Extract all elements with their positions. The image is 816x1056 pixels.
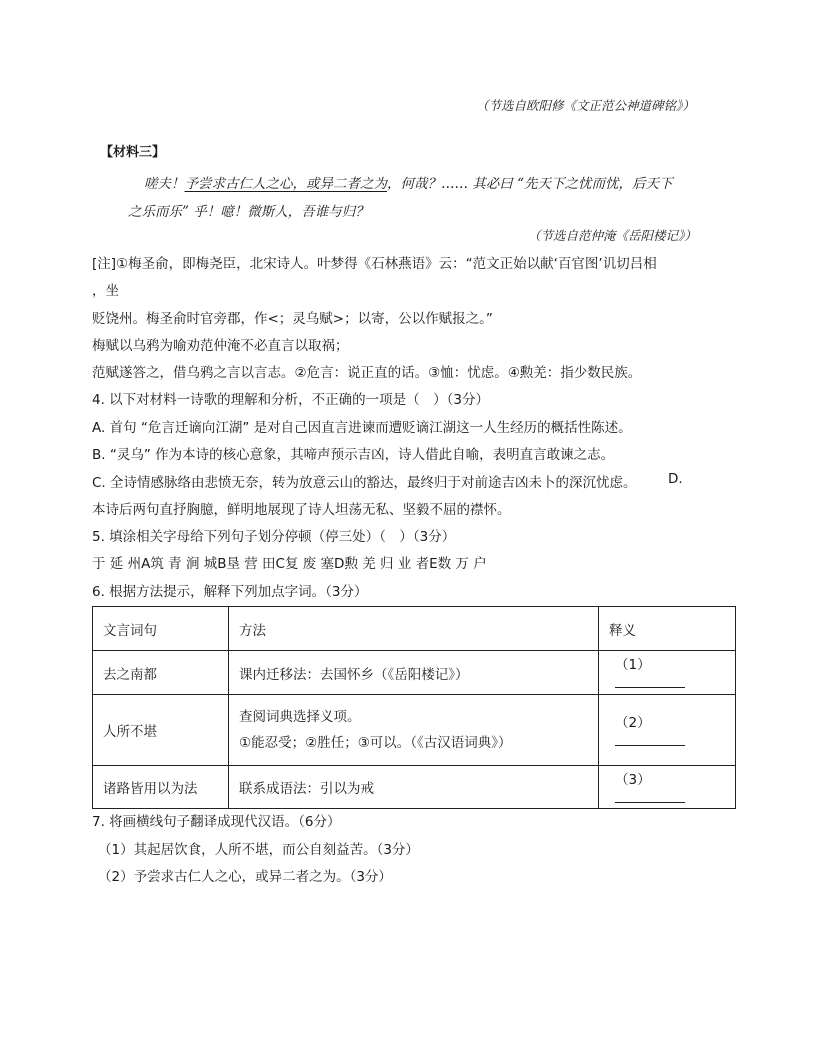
- q6-row3-answer-cell: [599, 766, 736, 809]
- q6-row2-method-detail: ①能忍受；②胜任；③可以。（《古汉语词典》）: [239, 735, 512, 751]
- material3-line1: [144, 172, 672, 192]
- material2-source: （节选自欧阳修《文正范公神道碑铭》）: [476, 98, 695, 113]
- material3-heading: 【材料三】: [100, 145, 166, 160]
- q7-sentence-2: （2）予尝求古仁人之心，或异二者之为。（3分）: [98, 869, 392, 885]
- note-line-2: ，坐: [92, 283, 119, 299]
- q6-row3-phrase: 诸路皆用以为法: [93, 766, 229, 809]
- q6-row3-answer-label: （3）: [615, 771, 651, 788]
- q5-stem: 5. 填涂相关字母给下列句子划分停顿（停三处）（ ）（3分）: [92, 529, 456, 545]
- q6-row2-phrase: 人所不堪: [93, 695, 229, 766]
- q6-row2-method-cell: [229, 695, 599, 766]
- q6-table: [92, 606, 736, 809]
- q6-row1-answer-blank[interactable]: [615, 673, 685, 688]
- q6-row3-answer-blank[interactable]: [615, 788, 685, 803]
- q4-option-a: A. 首句 “危言迁谪向江湖” 是对自己因直言进谏而遭贬谪江湖这一人生经历的概括性陈述。: [92, 420, 632, 436]
- material3-line1-pre: 嗟夫！: [144, 176, 185, 192]
- q4-option-d-label: D.: [668, 471, 683, 487]
- note-line-1: [注]①梅圣俞，即梅尧臣，北宋诗人。叶梦得《石林燕语》云：“范文正始以献‘百官图’讥切吕相: [92, 256, 657, 272]
- q6-stem: 6. 根据方法提示，解释下列加点字词。（3分）: [92, 584, 368, 600]
- material3-line1-post: ，何哉？…… 其必曰 “先天下之忧而忧，后天下: [387, 176, 673, 192]
- q4-stem: 4. 以下对材料一诗歌的理解和分析，不正确的一项是（ ）（3分）: [92, 392, 490, 408]
- q6-header-phrase: 文言词句: [93, 607, 229, 651]
- q6-row2-answer-label: （2）: [615, 714, 651, 731]
- q6-header-method: 方法: [229, 607, 599, 651]
- material3-source: （节选自范仲淹《岳阳楼记》）: [528, 228, 697, 243]
- q6-row3-method: 联系成语法：引以为戒: [229, 766, 599, 809]
- q6-row1-method: 课内迁移法：去国怀乡（《岳阳楼记》）: [229, 651, 599, 695]
- material3-line2: 之乐而乐” 乎！噫！微斯人，吾谁与归？: [128, 204, 369, 220]
- note-line-5: 范赋遂答之，借乌鸦之言以言志。②危言：说正直的话。③恤：忧虑。④勲羌：指少数民族。: [92, 365, 642, 381]
- q6-row2-method: 查阅词典选择义项。: [239, 709, 361, 725]
- q6-row1-answer-cell: [599, 651, 736, 695]
- q6-row2-answer-blank[interactable]: [615, 731, 685, 746]
- q5-text: 于 延 州A筑 青 涧 城B垦 营 田C复 废 塞D勲 羌 归 业 者E数 万 户: [92, 556, 487, 572]
- note-line-4: 梅赋以乌鸦为喻劝范仲淹不必直言以取祸；: [92, 338, 349, 354]
- q6-row1-phrase: 去之南都: [93, 651, 229, 695]
- table-row: [93, 695, 736, 766]
- table-row: [93, 766, 736, 809]
- q4-option-d: 本诗后两句直抒胸臆，鲜明地展现了诗人坦荡无私、坚毅不屈的襟怀。: [92, 502, 511, 518]
- note-line-3: 贬饶州。梅圣俞时官旁郡，作<；灵乌赋>；以寄，公以作赋报之。”: [92, 311, 493, 327]
- q4-option-b: B. “灵乌” 作为本诗的核心意象，其啼声预示吉凶，诗人借此自喻，表明直言敢谏之志。: [92, 447, 615, 463]
- q7-stem: 7. 将画横线句子翻译成现代汉语。（6分）: [92, 814, 341, 830]
- table-row: [93, 651, 736, 695]
- q6-row1-answer-label: （1）: [615, 657, 651, 673]
- q6-table-header-row: [93, 607, 736, 651]
- material3-underlined-sentence: 予尝求古仁人之心，或异二者之为: [184, 176, 387, 192]
- q6-header-meaning: 释义: [599, 607, 736, 651]
- q4-option-c: C. 全诗情感脉络由悲愤无奈，转为放意云山的豁达，最终归于对前途吉凶未卜的深沉忧虑。: [92, 475, 637, 491]
- q6-row2-answer-cell: [599, 695, 736, 766]
- q7-sentence-1: （1）其起居饮食，人所不堪，而公自刻益苦。（3分）: [98, 842, 419, 858]
